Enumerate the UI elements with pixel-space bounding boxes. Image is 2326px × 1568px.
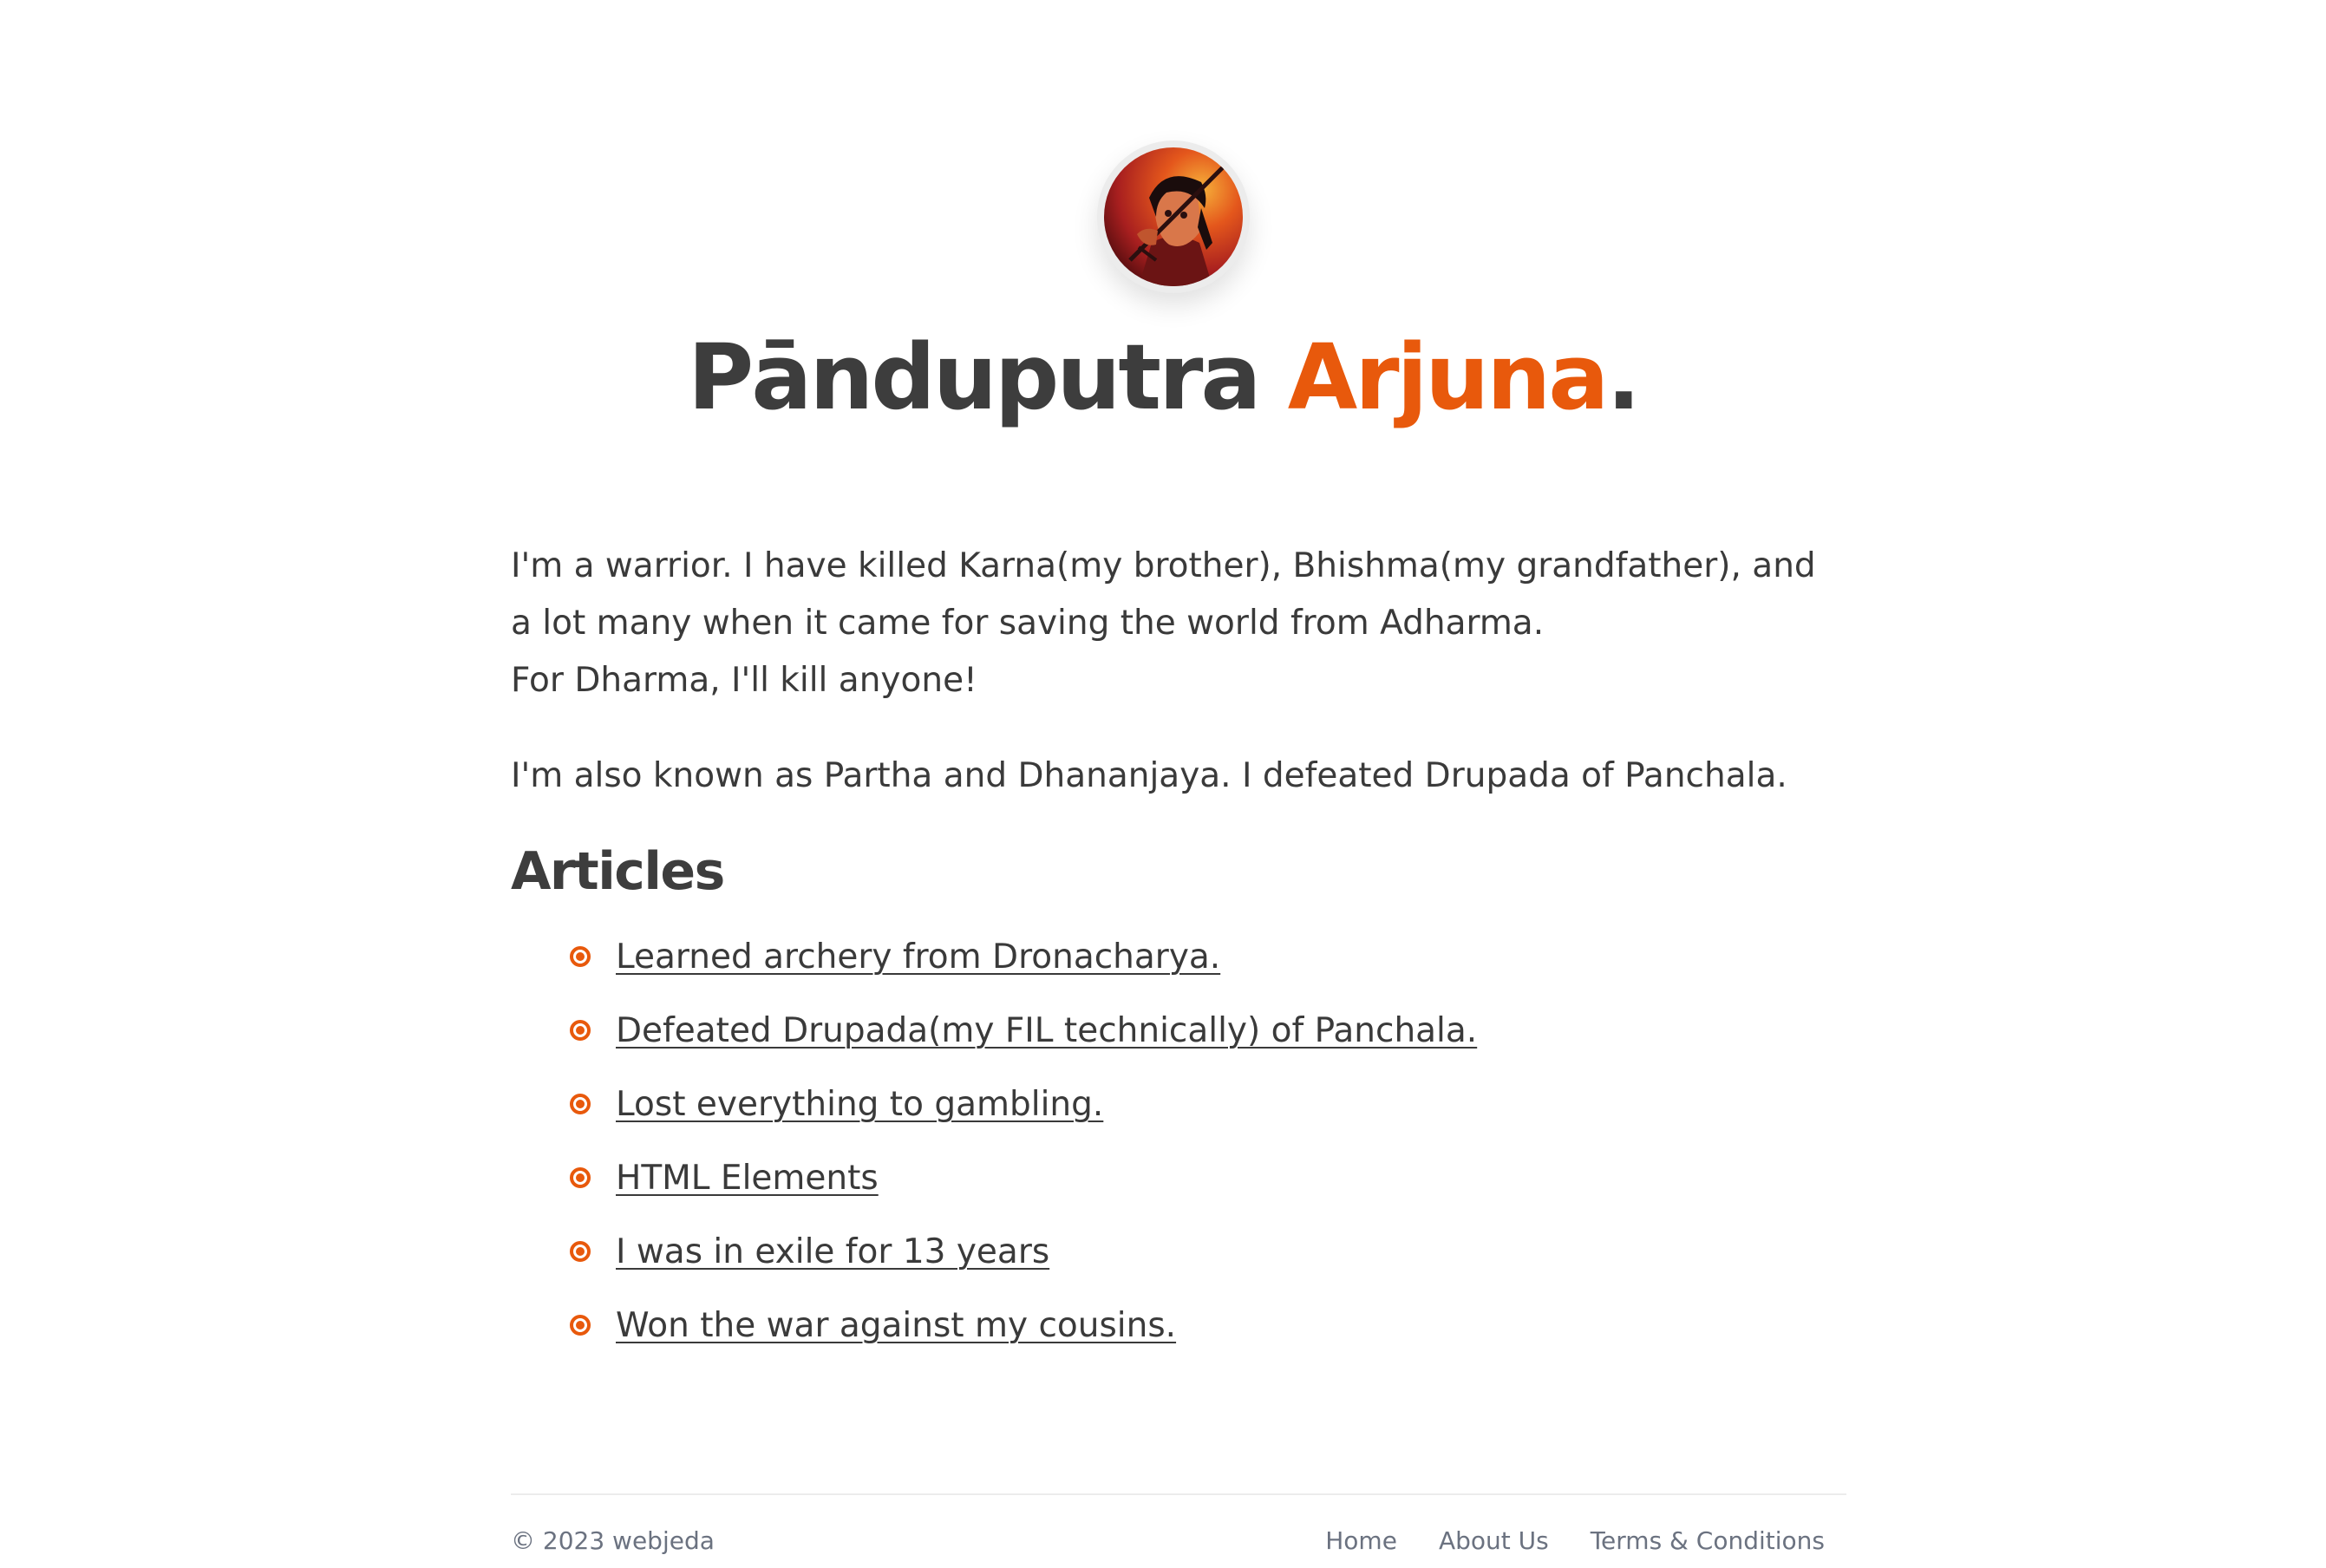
articles-list — [511, 923, 1477, 1365]
footer-link-home[interactable]: Home — [1325, 1526, 1397, 1555]
avatar-image — [1104, 147, 1243, 286]
article-link[interactable]: HTML Elements — [616, 1159, 879, 1198]
footer-nav — [1325, 1519, 1825, 1563]
intro-paragraph-2: I'm also known as Partha and Dhananjaya. I defeated Drupada of Panchala. — [511, 756, 1787, 795]
bullet-dot-icon — [570, 1315, 591, 1336]
list-item — [511, 1291, 1477, 1365]
intro-line-2: For Dharma, I'll kill anyone! — [511, 661, 977, 700]
bullet-dot-icon — [570, 1020, 591, 1041]
bullet-dot-icon — [570, 946, 591, 967]
article-link[interactable]: Learned archery from Dronacharya. — [616, 938, 1221, 977]
article-link[interactable]: Defeated Drupada(my FIL technically) of Panchala. — [616, 1011, 1478, 1050]
avatar — [1097, 140, 1250, 293]
articles-heading: Articles — [511, 841, 724, 902]
article-link[interactable]: I was in exile for 13 years — [616, 1232, 1050, 1271]
page-title — [0, 312, 2326, 442]
article-link[interactable]: Lost everything to gambling. — [616, 1085, 1104, 1124]
bullet-dot-icon — [570, 1167, 591, 1188]
article-link[interactable]: Won the war against my cousins. — [616, 1306, 1177, 1345]
list-item — [511, 1070, 1477, 1144]
list-item — [511, 1218, 1477, 1291]
title-main: Pānduputra — [687, 324, 1288, 430]
bullet-dot-icon — [570, 1094, 591, 1114]
list-item — [511, 1144, 1477, 1218]
title-accent: Arjuna — [1287, 324, 1607, 430]
copyright-text: © 2023 webjeda — [511, 1526, 715, 1555]
list-item — [511, 923, 1477, 996]
footer-link-about-us[interactable]: About Us — [1438, 1526, 1549, 1555]
footer-link-terms[interactable]: Terms & Conditions — [1590, 1526, 1825, 1555]
bullet-dot-icon — [570, 1241, 591, 1262]
intro-paragraph — [511, 538, 1846, 709]
list-item — [511, 996, 1477, 1070]
footer-divider — [511, 1493, 1846, 1495]
intro-line-1: I'm a warrior. I have killed Karna(my brother), Bhishma(my grandfather), and a lot many when it came for saving the world from Adharma. — [511, 546, 1816, 643]
title-period: . — [1606, 324, 1638, 430]
